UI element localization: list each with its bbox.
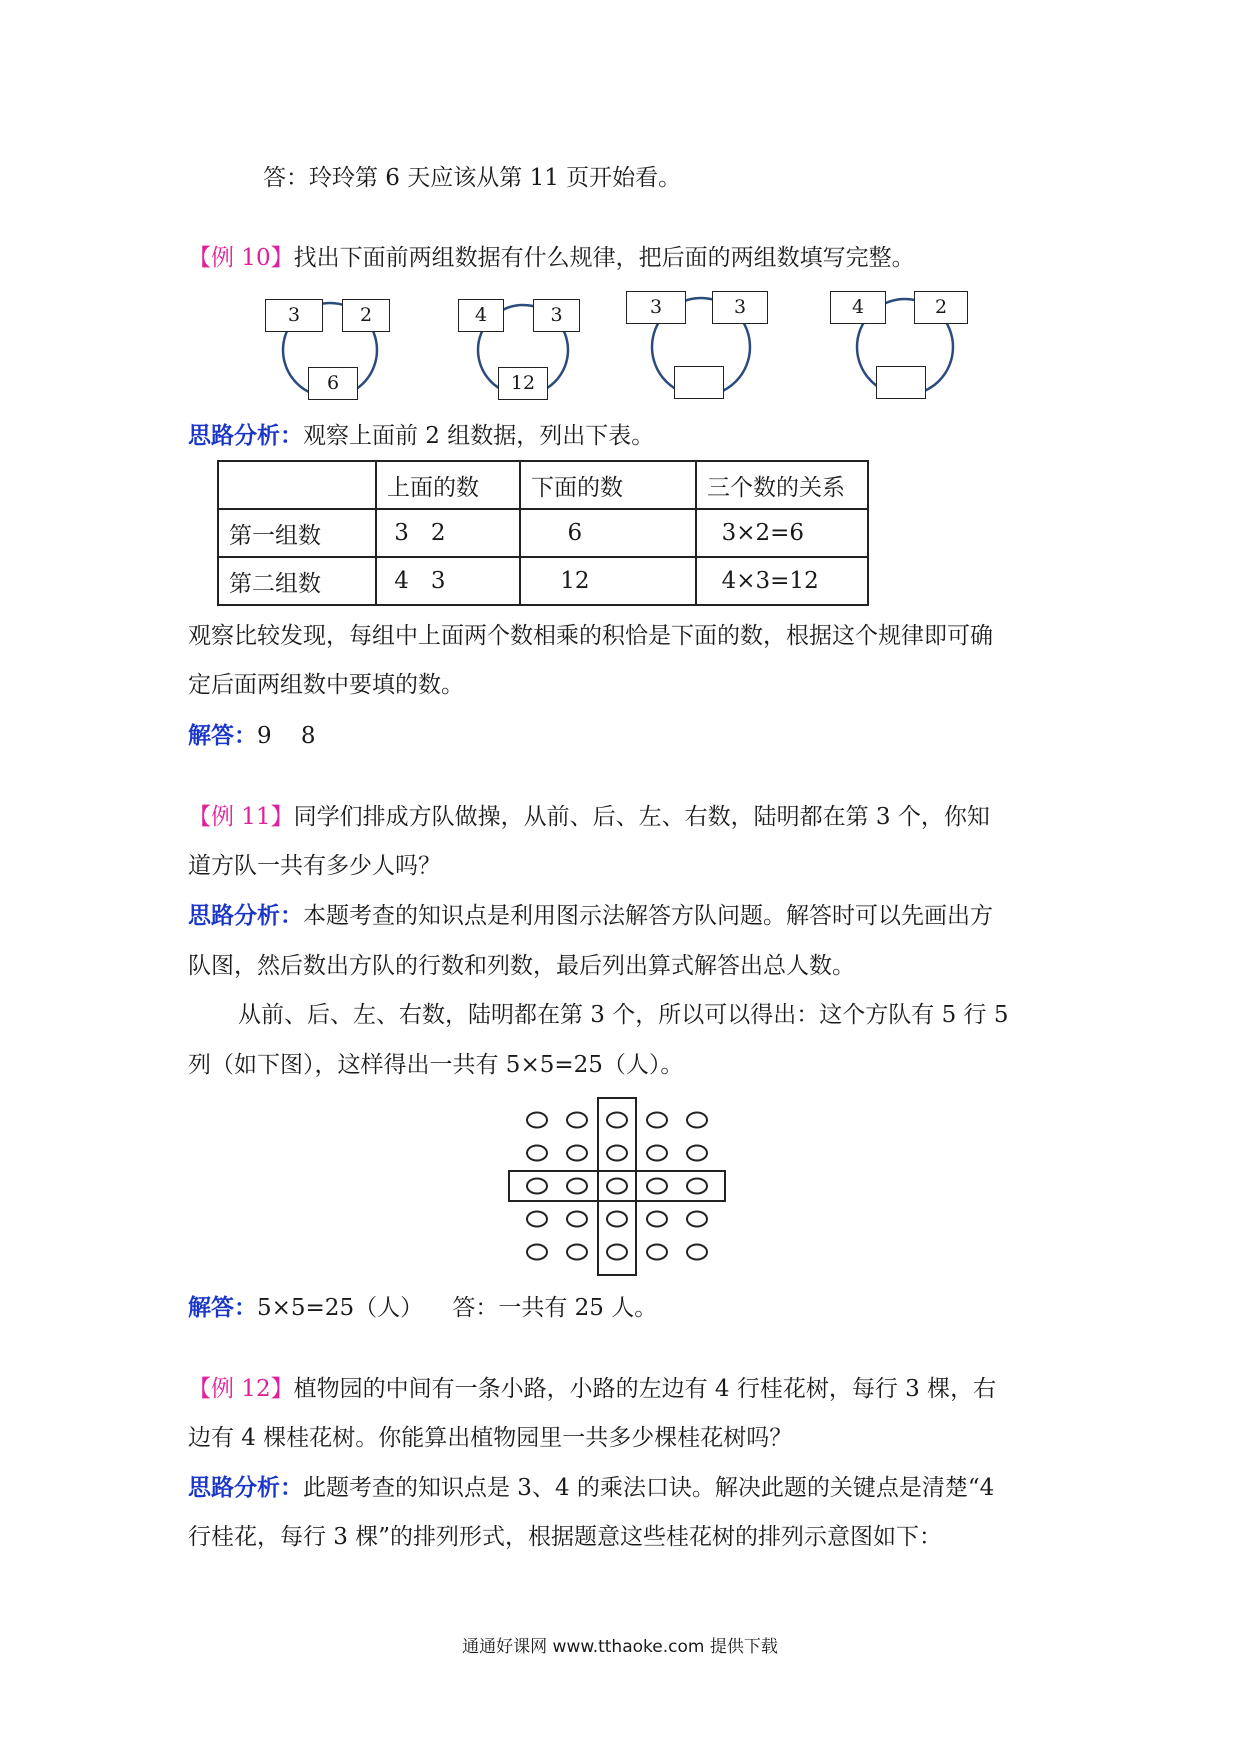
student-circle [687,1113,707,1128]
puzzle-top-right-box: 3 [712,291,768,324]
student-circle [647,1113,667,1128]
formation-grid [0,1095,1240,1295]
page-footer: 通通好课网 www.tthaoke.com 提供下载 [462,1637,778,1657]
puzzle-bottom-box-empty [876,366,926,399]
table-row [218,557,868,605]
solution-text: 9 8 [257,723,316,749]
example-12-analysis-1 [188,1473,994,1503]
puzzle-group-1 [260,295,400,405]
solution-text: 5×5=25（人） 答：一共有 25 人。 [257,1295,658,1321]
example-12-question-1 [188,1374,996,1404]
puzzle-top-left-box: 4 [458,299,504,332]
example-10-tag: 【例 10】 [188,245,294,271]
student-circle [687,1212,707,1227]
student-circle [607,1146,627,1161]
table-row [218,509,868,557]
table-cell: 12 [520,557,696,605]
example-10-text: 找出下面前两组数据有什么规律，把后面的两组数填写完整。 [293,245,915,271]
highlight-column [598,1098,636,1275]
analysis-label: 思路分析： [188,902,303,929]
puzzle-group-3 [626,287,776,405]
analysis-text: 本题考查的知识点是利用图示法解答方队问题。解答时可以先画出方 [303,903,993,929]
student-circle [567,1146,587,1161]
table-cell: 4×3=12 [696,557,868,605]
example-10-observation-1: 观察比较发现，每组中上面两个数相乘的积恰是下面的数，根据这个规律即可确 [188,623,993,649]
example-12-question-2: 边有 4 棵桂花树。你能算出植物园里一共多少棵桂花树吗？ [188,1425,793,1451]
example-11-analysis-2: 队图，然后数出方队的行数和列数，最后列出算式解答出总人数。 [188,953,855,979]
table-cell: 3×2=6 [696,509,868,557]
example-11-analysis-1 [188,901,993,931]
example-10-analysis [188,421,654,451]
example-10-question [188,243,915,273]
puzzle-top-right-box: 2 [342,299,390,332]
solution-label: 解答： [188,722,257,749]
example-11-detail-2: 列（如下图），这样得出一共有 5×5=25（人）。 [188,1052,684,1078]
student-circle [567,1179,587,1194]
puzzle-top-right-box: 2 [914,291,968,324]
analysis-text: 此题考查的知识点是 3、4 的乘法口诀。解决此题的关键点是清楚“4 [303,1475,995,1501]
table-header-cell: 三个数的关系 [696,461,868,509]
table-cell: 6 [520,509,696,557]
example-12-text: 植物园的中间有一条小路，小路的左边有 4 行桂花树，每行 3 棵，右 [293,1376,997,1402]
student-circle [607,1212,627,1227]
example-11-solution [188,1293,657,1323]
example-11-question-1 [188,802,990,832]
puzzle-top-right-box: 3 [533,299,580,332]
example-11-tag: 【例 11】 [188,804,294,830]
table-cell: 第二组数 [218,557,376,605]
puzzle-top-left-box: 3 [626,291,686,324]
solution-label: 解答： [188,1294,257,1321]
student-circle [567,1113,587,1128]
student-circle [647,1245,667,1260]
table-header-row [218,461,868,509]
previous-answer: 答：玲玲第 6 天应该从第 11 页开始看。 [263,165,682,191]
puzzle-bottom-box: 6 [308,367,358,400]
puzzle-group-2 [453,295,593,405]
student-circle [567,1245,587,1260]
analysis-text: 观察上面前 2 组数据，列出下表。 [303,423,655,449]
student-circle [647,1212,667,1227]
example-12-analysis-2: 行桂花，每行 3 棵”的排列形式，根据题意这些桂花树的排列示意图如下： [188,1524,943,1550]
student-circle [527,1179,547,1194]
student-circle [607,1113,627,1128]
table-header-cell: 上面的数 [376,461,520,509]
student-circle [527,1245,547,1260]
student-circle [527,1146,547,1161]
student-circle [607,1179,627,1194]
student-circle [647,1179,667,1194]
puzzle-top-left-box: 3 [265,299,323,332]
puzzle-bottom-box-empty [674,366,724,399]
example-10-solution [188,721,316,751]
example-11-detail-1: 从前、后、左、右数，陆明都在第 3 个，所以可以得出：这个方队有 5 行 5 [238,1002,1009,1028]
student-circle [607,1245,627,1260]
table-header-cell [218,461,376,509]
student-circle [567,1212,587,1227]
analysis-label: 思路分析： [188,422,303,449]
example-12-tag: 【例 12】 [188,1376,294,1402]
example-11-text: 同学们排成方队做操，从前、后、左、右数，陆明都在第 3 个，你知 [293,804,990,830]
puzzle-bottom-box: 12 [498,367,548,400]
table-cell: 4 3 [376,557,520,605]
student-circle [687,1146,707,1161]
student-circle [687,1245,707,1260]
example-10-observation-2: 定后面两组数中要填的数。 [188,672,464,698]
analysis-label: 思路分析： [188,1474,303,1501]
student-circle [527,1113,547,1128]
puzzle-group-4 [830,287,980,405]
example-11-question-2: 道方队一共有多少人吗？ [188,853,441,879]
table-header-cell: 下面的数 [520,461,696,509]
student-circle [647,1146,667,1161]
student-circle [687,1179,707,1194]
highlight-row [509,1171,725,1201]
puzzle-top-left-box: 4 [830,291,886,324]
table-cell: 3 2 [376,509,520,557]
relation-table [217,460,869,606]
table-cell: 第一组数 [218,509,376,557]
student-circle [527,1212,547,1227]
